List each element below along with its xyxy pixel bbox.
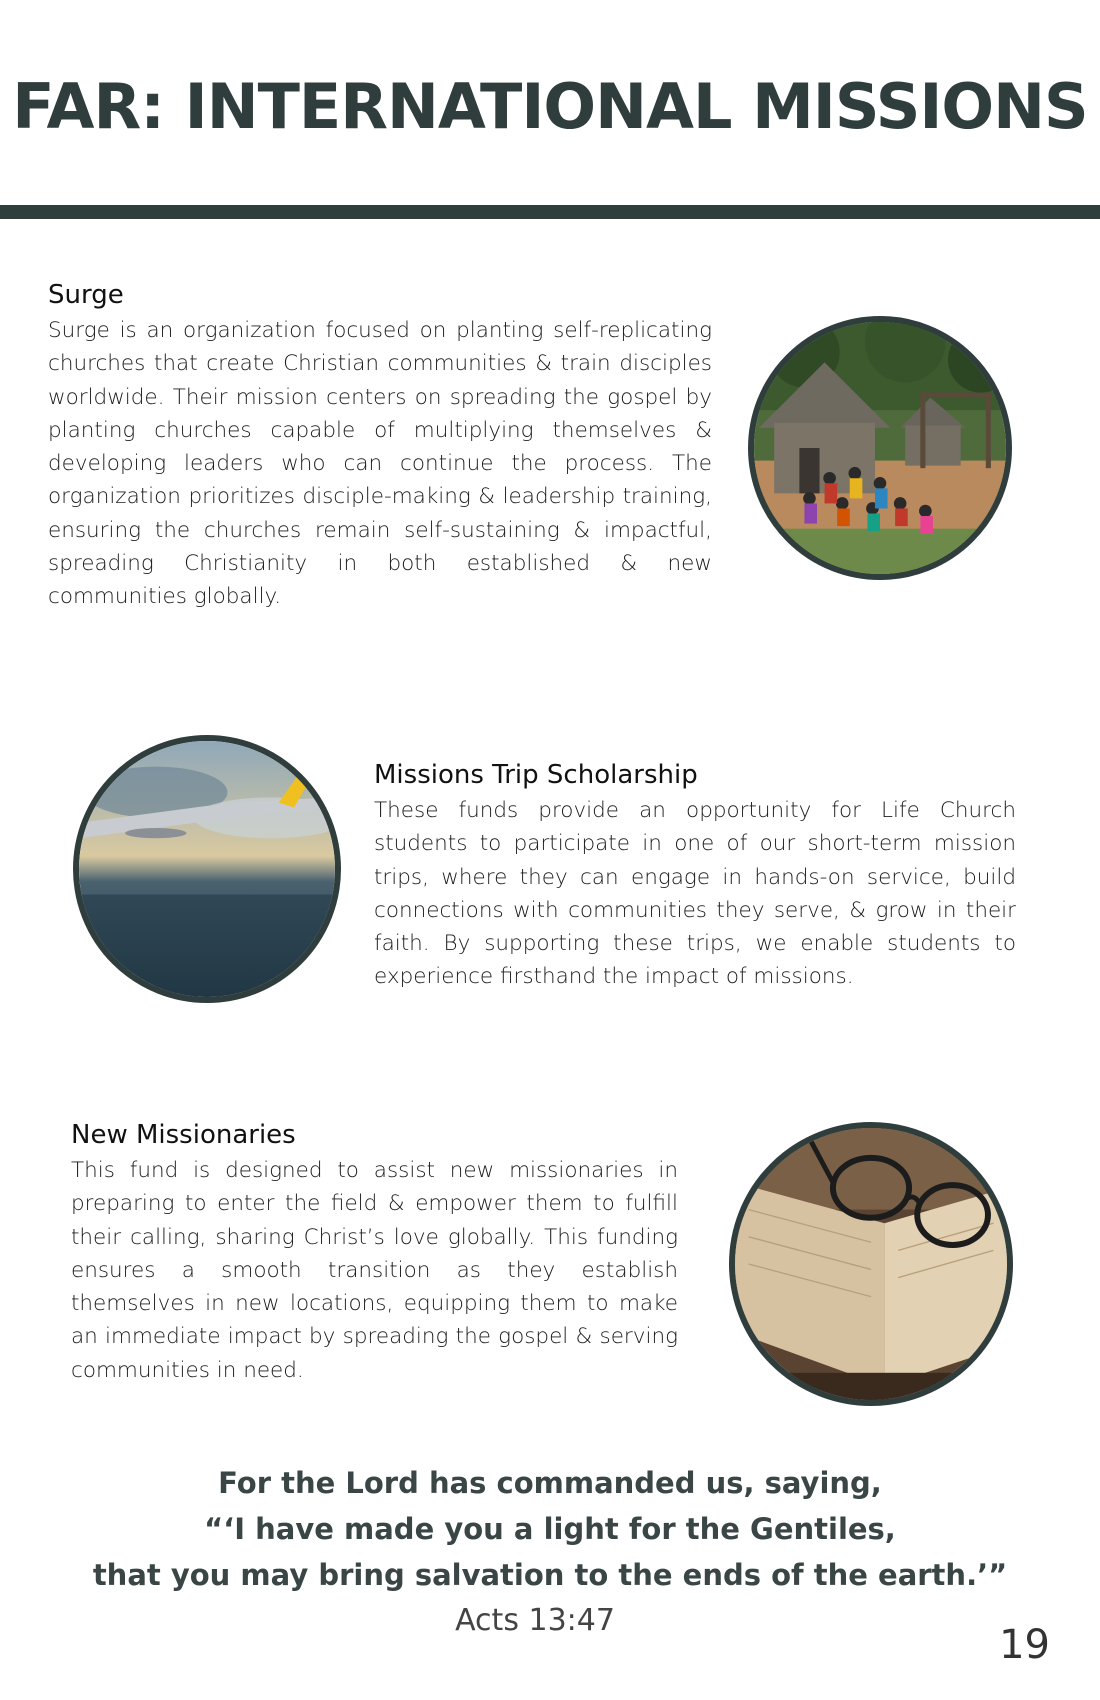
section-missions-trip-scholarship: [374, 760, 1016, 994]
page-title: FAR: INTERNATIONAL MISSIONS: [12, 70, 1088, 143]
airplane-window-photo: [73, 735, 341, 1003]
village-photo: [748, 316, 1012, 580]
section-surge: [48, 280, 712, 614]
section-heading: Missions Trip Scholarship: [374, 760, 698, 790]
section-new-missionaries: [71, 1120, 678, 1387]
section-body: Surge is an organization focused on planting self-replicating churches that create Christian communities & train disciples worldwide. Their mission centers on spreading the gospel by planting churches capable of multiplying themselves & developing leaders who can continue the process. The organization prioritizes disciple-making & leadership training, ensuring the churches remain self-sustaining & impactful, spreading Christianity in both established & new communities globally.: [48, 318, 712, 610]
glasses-on-book-photo: [729, 1122, 1013, 1406]
section-heading: Surge: [48, 280, 124, 310]
scripture-reference: Acts 13:47: [455, 1603, 615, 1638]
section-heading: New Missionaries: [71, 1120, 296, 1150]
section-body: These funds provide an opportunity for Life Church students to participate in one of our short-term mission trips, where they can engage in hands-on service, build connections with communities they serve, & grow in their faith. By supporting these trips, we enable students to experience firsthand the impact of missions.: [374, 798, 1016, 990]
quote-line: For the Lord has commanded us, saying,: [218, 1466, 882, 1500]
quote-line: that you may bring salvation to the ends of the earth.’”: [92, 1558, 1008, 1592]
quote-line: “‘I have made you a light for the Gentiles,: [204, 1512, 896, 1546]
header-divider: [0, 205, 1100, 219]
section-body: This fund is designed to assist new missionaries in preparing to enter the field & empower them to fulfill their calling, sharing Christ’s love globally. This funding ensures a smooth transition as they establish themselves in new locations, equipping them to make an immediate impact by spreading the gospel & serving communities in need.: [71, 1158, 678, 1383]
page-number: 19: [999, 1622, 1050, 1668]
scripture-quote: [0, 1460, 1100, 1598]
